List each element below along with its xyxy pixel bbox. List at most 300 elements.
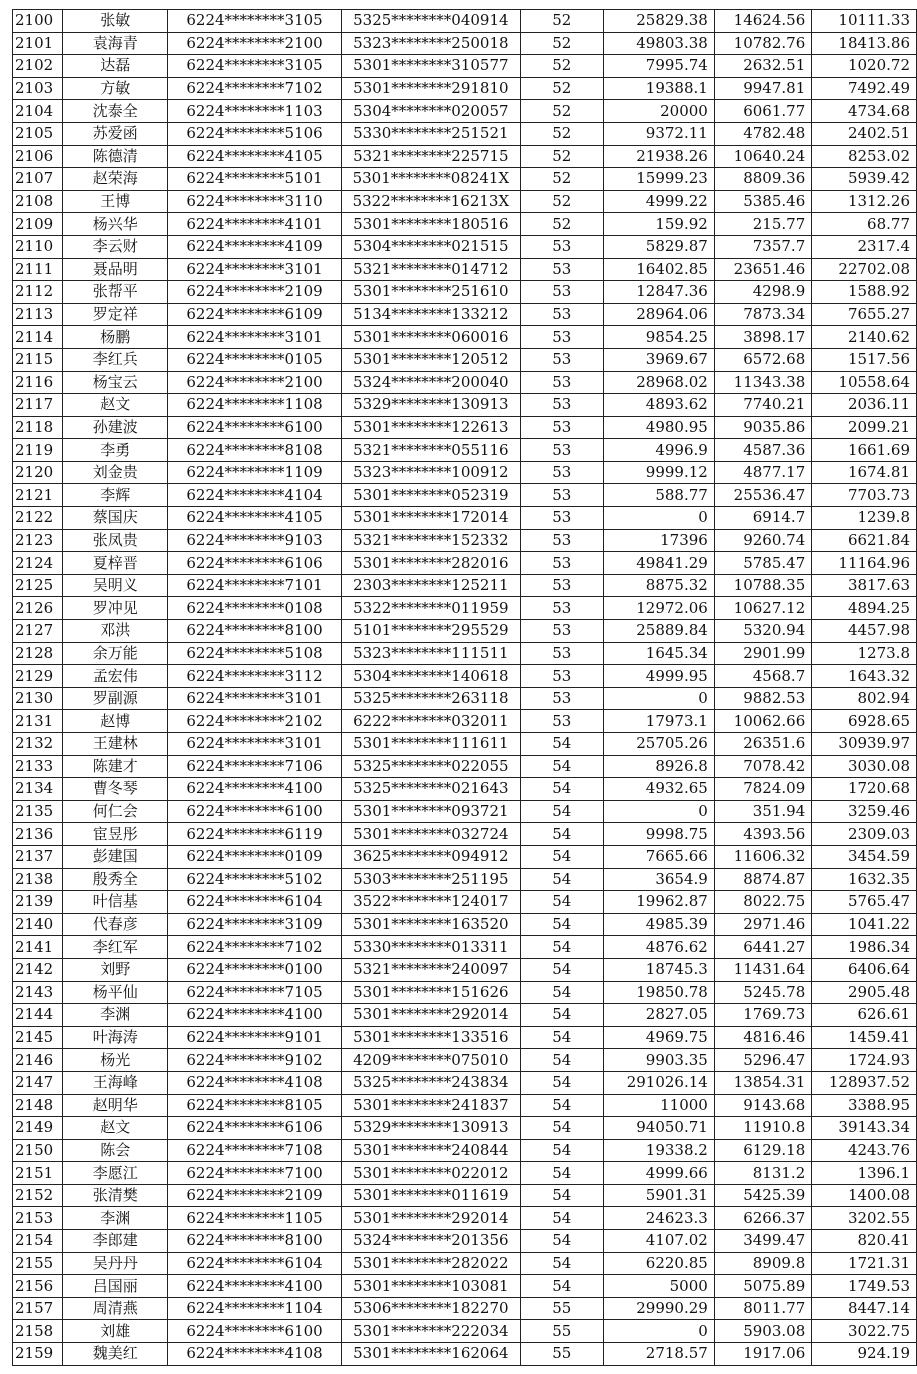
id-number-cell: 5301********022012 <box>342 1162 521 1185</box>
card-number-cell: 6224********6119 <box>168 823 342 846</box>
name-cell: 邓洪 <box>63 620 168 643</box>
group-cell: 53 <box>520 394 603 417</box>
amount-3-cell: 7655.27 <box>812 303 917 326</box>
row-number-cell: 2112 <box>13 281 63 304</box>
row-number-cell: 2148 <box>13 1094 63 1117</box>
amount-2-cell: 8011.77 <box>714 1297 811 1320</box>
name-cell: 曹冬琴 <box>63 778 168 801</box>
amount-1-cell: 4999.22 <box>603 190 714 213</box>
amount-3-cell: 1239.8 <box>812 507 917 530</box>
row-number-cell: 2114 <box>13 326 63 349</box>
name-cell: 杨宝云 <box>63 371 168 394</box>
amount-3-cell: 2905.48 <box>812 981 917 1004</box>
name-cell: 李愿江 <box>63 1162 168 1185</box>
table-row <box>13 213 917 236</box>
group-cell: 52 <box>520 122 603 145</box>
group-cell: 55 <box>520 1343 603 1366</box>
amount-1-cell: 9372.11 <box>603 122 714 145</box>
name-cell: 苏爱函 <box>63 122 168 145</box>
amount-2-cell: 7078.42 <box>714 755 811 778</box>
row-number-cell: 2104 <box>13 100 63 123</box>
id-number-cell: 5321********055116 <box>342 439 521 462</box>
amount-1-cell: 4985.39 <box>603 913 714 936</box>
id-number-cell: 5301********052319 <box>342 484 521 507</box>
id-number-cell: 5329********130913 <box>342 394 521 417</box>
card-number-cell: 6224********1104 <box>168 1297 342 1320</box>
amount-1-cell: 20000 <box>603 100 714 123</box>
row-number-cell: 2134 <box>13 778 63 801</box>
amount-2-cell: 8809.36 <box>714 168 811 191</box>
amount-1-cell: 291026.14 <box>603 1071 714 1094</box>
amount-1-cell: 0 <box>603 800 714 823</box>
id-number-cell: 5301********103081 <box>342 1275 521 1298</box>
amount-2-cell: 2901.99 <box>714 642 811 665</box>
row-number-cell: 2109 <box>13 213 63 236</box>
group-cell: 54 <box>520 1184 603 1207</box>
amount-2-cell: 4393.56 <box>714 823 811 846</box>
amount-2-cell: 11606.32 <box>714 845 811 868</box>
row-number-cell: 2126 <box>13 597 63 620</box>
table-row <box>13 484 917 507</box>
name-cell: 李渊 <box>63 1004 168 1027</box>
amount-2-cell: 10782.76 <box>714 32 811 55</box>
table-row <box>13 1320 917 1343</box>
row-number-cell: 2118 <box>13 416 63 439</box>
table-row <box>13 529 917 552</box>
table-row <box>13 303 917 326</box>
id-number-cell: 5325********021643 <box>342 778 521 801</box>
name-cell: 李红兵 <box>63 348 168 371</box>
amount-2-cell: 2971.46 <box>714 913 811 936</box>
card-number-cell: 6224********0100 <box>168 958 342 981</box>
card-number-cell: 6224********6100 <box>168 1320 342 1343</box>
amount-1-cell: 159.92 <box>603 213 714 236</box>
card-number-cell: 6224********0108 <box>168 597 342 620</box>
table-row <box>13 981 917 1004</box>
name-cell: 杨鹏 <box>63 326 168 349</box>
amount-2-cell: 11343.38 <box>714 371 811 394</box>
group-cell: 54 <box>520 1071 603 1094</box>
group-cell: 53 <box>520 529 603 552</box>
table-row <box>13 1184 917 1207</box>
id-number-cell: 5323********100912 <box>342 461 521 484</box>
amount-2-cell: 6441.27 <box>714 936 811 959</box>
id-number-cell: 5301********120512 <box>342 348 521 371</box>
row-number-cell: 2110 <box>13 235 63 258</box>
group-cell: 53 <box>520 235 603 258</box>
group-cell: 53 <box>520 642 603 665</box>
amount-3-cell: 128937.52 <box>812 1071 917 1094</box>
amount-1-cell: 19850.78 <box>603 981 714 1004</box>
data-table <box>12 9 917 1366</box>
amount-2-cell: 6914.7 <box>714 507 811 530</box>
row-number-cell: 2133 <box>13 755 63 778</box>
amount-3-cell: 1749.53 <box>812 1275 917 1298</box>
table-row <box>13 416 917 439</box>
group-cell: 52 <box>520 168 603 191</box>
amount-2-cell: 5320.94 <box>714 620 811 643</box>
table-row <box>13 100 917 123</box>
id-number-cell: 5324********200040 <box>342 371 521 394</box>
card-number-cell: 6224********1105 <box>168 1207 342 1230</box>
amount-3-cell: 3388.95 <box>812 1094 917 1117</box>
name-cell: 李郎建 <box>63 1230 168 1253</box>
table-row <box>13 461 917 484</box>
card-number-cell: 6224********8105 <box>168 1094 342 1117</box>
group-cell: 52 <box>520 190 603 213</box>
id-number-cell: 5301********111611 <box>342 733 521 756</box>
name-cell: 罗冲见 <box>63 597 168 620</box>
table-row <box>13 1297 917 1320</box>
table-body <box>13 10 917 1366</box>
amount-2-cell: 5245.78 <box>714 981 811 1004</box>
row-number-cell: 2103 <box>13 77 63 100</box>
row-number-cell: 2158 <box>13 1320 63 1343</box>
name-cell: 杨兴华 <box>63 213 168 236</box>
table-row <box>13 281 917 304</box>
group-cell: 52 <box>520 32 603 55</box>
row-number-cell: 2152 <box>13 1184 63 1207</box>
table-row <box>13 913 917 936</box>
group-cell: 54 <box>520 1004 603 1027</box>
table-row <box>13 1252 917 1275</box>
table-row <box>13 439 917 462</box>
amount-3-cell: 3817.63 <box>812 574 917 597</box>
id-number-cell: 5304********021515 <box>342 235 521 258</box>
id-number-cell: 5301********240844 <box>342 1139 521 1162</box>
group-cell: 52 <box>520 55 603 78</box>
card-number-cell: 6224********3109 <box>168 913 342 936</box>
table-row <box>13 1343 917 1366</box>
amount-2-cell: 5075.89 <box>714 1275 811 1298</box>
name-cell: 赵明华 <box>63 1094 168 1117</box>
name-cell: 李渊 <box>63 1207 168 1230</box>
amount-3-cell: 1724.93 <box>812 1049 917 1072</box>
name-cell: 赵荣海 <box>63 168 168 191</box>
group-cell: 55 <box>520 1297 603 1320</box>
amount-3-cell: 4894.25 <box>812 597 917 620</box>
amount-3-cell: 11164.96 <box>812 552 917 575</box>
table-row <box>13 845 917 868</box>
row-number-cell: 2124 <box>13 552 63 575</box>
amount-2-cell: 6061.77 <box>714 100 811 123</box>
id-number-cell: 5301********133516 <box>342 1026 521 1049</box>
group-cell: 53 <box>520 574 603 597</box>
card-number-cell: 6224********8108 <box>168 439 342 462</box>
name-cell: 李云财 <box>63 235 168 258</box>
name-cell: 聂品明 <box>63 258 168 281</box>
table-row <box>13 32 917 55</box>
group-cell: 52 <box>520 77 603 100</box>
amount-1-cell: 19388.1 <box>603 77 714 100</box>
group-cell: 54 <box>520 1275 603 1298</box>
card-number-cell: 6224********4108 <box>168 1071 342 1094</box>
amount-3-cell: 7492.49 <box>812 77 917 100</box>
group-cell: 54 <box>520 823 603 846</box>
name-cell: 罗副源 <box>63 687 168 710</box>
id-number-cell: 5301********180516 <box>342 213 521 236</box>
row-number-cell: 2147 <box>13 1071 63 1094</box>
amount-1-cell: 12972.06 <box>603 597 714 620</box>
card-number-cell: 6224********4100 <box>168 1004 342 1027</box>
amount-3-cell: 1632.35 <box>812 868 917 891</box>
name-cell: 沈泰全 <box>63 100 168 123</box>
card-number-cell: 6224********6106 <box>168 1117 342 1140</box>
name-cell: 周清燕 <box>63 1297 168 1320</box>
row-number-cell: 2130 <box>13 687 63 710</box>
table-row <box>13 10 917 33</box>
row-number-cell: 2125 <box>13 574 63 597</box>
amount-1-cell: 19962.87 <box>603 891 714 914</box>
card-number-cell: 6224********6109 <box>168 303 342 326</box>
amount-1-cell: 28968.02 <box>603 371 714 394</box>
id-number-cell: 5301********282016 <box>342 552 521 575</box>
card-number-cell: 6224********5101 <box>168 168 342 191</box>
table-row <box>13 1049 917 1072</box>
card-number-cell: 6224********5102 <box>168 868 342 891</box>
amount-3-cell: 3454.59 <box>812 845 917 868</box>
id-number-cell: 5301********222034 <box>342 1320 521 1343</box>
amount-1-cell: 4107.02 <box>603 1230 714 1253</box>
amount-3-cell: 22702.08 <box>812 258 917 281</box>
row-number-cell: 2117 <box>13 394 63 417</box>
id-number-cell: 5306********182270 <box>342 1297 521 1320</box>
row-number-cell: 2159 <box>13 1343 63 1366</box>
amount-2-cell: 5296.47 <box>714 1049 811 1072</box>
amount-1-cell: 28964.06 <box>603 303 714 326</box>
amount-3-cell: 1273.8 <box>812 642 917 665</box>
card-number-cell: 6224********4101 <box>168 213 342 236</box>
group-cell: 54 <box>520 845 603 868</box>
table-row <box>13 77 917 100</box>
table-row <box>13 823 917 846</box>
card-number-cell: 6224********3105 <box>168 10 342 33</box>
table-row <box>13 1230 917 1253</box>
group-cell: 54 <box>520 1026 603 1049</box>
id-number-cell: 5301********291810 <box>342 77 521 100</box>
amount-1-cell: 4969.75 <box>603 1026 714 1049</box>
card-number-cell: 6224********2100 <box>168 32 342 55</box>
table-row <box>13 755 917 778</box>
amount-1-cell: 18745.3 <box>603 958 714 981</box>
amount-3-cell: 18413.86 <box>812 32 917 55</box>
amount-1-cell: 12847.36 <box>603 281 714 304</box>
amount-1-cell: 5829.87 <box>603 235 714 258</box>
card-number-cell: 6224********2102 <box>168 710 342 733</box>
group-cell: 54 <box>520 936 603 959</box>
table-row <box>13 190 917 213</box>
amount-2-cell: 9035.86 <box>714 416 811 439</box>
name-cell: 殷秀全 <box>63 868 168 891</box>
amount-2-cell: 9947.81 <box>714 77 811 100</box>
card-number-cell: 6224********1108 <box>168 394 342 417</box>
name-cell: 王博 <box>63 190 168 213</box>
card-number-cell: 6224********4108 <box>168 1343 342 1366</box>
amount-1-cell: 9998.75 <box>603 823 714 846</box>
row-number-cell: 2137 <box>13 845 63 868</box>
table-row <box>13 394 917 417</box>
row-number-cell: 2146 <box>13 1049 63 1072</box>
table-row <box>13 371 917 394</box>
card-number-cell: 6224********4105 <box>168 507 342 530</box>
group-cell: 53 <box>520 484 603 507</box>
group-cell: 53 <box>520 507 603 530</box>
name-cell: 张敏 <box>63 10 168 33</box>
amount-3-cell: 68.77 <box>812 213 917 236</box>
name-cell: 赵文 <box>63 1117 168 1140</box>
name-cell: 蔡国庆 <box>63 507 168 530</box>
row-number-cell: 2115 <box>13 348 63 371</box>
card-number-cell: 6224********3101 <box>168 733 342 756</box>
amount-3-cell: 3202.55 <box>812 1207 917 1230</box>
amount-2-cell: 11910.8 <box>714 1117 811 1140</box>
name-cell: 叶信基 <box>63 891 168 914</box>
group-cell: 53 <box>520 710 603 733</box>
group-cell: 54 <box>520 1230 603 1253</box>
id-number-cell: 2303********125211 <box>342 574 521 597</box>
name-cell: 袁海青 <box>63 32 168 55</box>
amount-2-cell: 6266.37 <box>714 1207 811 1230</box>
id-number-cell: 5323********250018 <box>342 32 521 55</box>
id-number-cell: 5303********251195 <box>342 868 521 891</box>
amount-3-cell: 3259.46 <box>812 800 917 823</box>
amount-1-cell: 1645.34 <box>603 642 714 665</box>
amount-3-cell: 1986.34 <box>812 936 917 959</box>
amount-2-cell: 5903.08 <box>714 1320 811 1343</box>
amount-2-cell: 10062.66 <box>714 710 811 733</box>
group-cell: 52 <box>520 145 603 168</box>
amount-1-cell: 17973.1 <box>603 710 714 733</box>
row-number-cell: 2100 <box>13 10 63 33</box>
table-row <box>13 348 917 371</box>
amount-3-cell: 4734.68 <box>812 100 917 123</box>
card-number-cell: 6224********3101 <box>168 258 342 281</box>
row-number-cell: 2145 <box>13 1026 63 1049</box>
card-number-cell: 6224********6100 <box>168 416 342 439</box>
amount-3-cell: 2317.4 <box>812 235 917 258</box>
row-number-cell: 2142 <box>13 958 63 981</box>
id-number-cell: 5301********093721 <box>342 800 521 823</box>
id-number-cell: 5101********295529 <box>342 620 521 643</box>
id-number-cell: 5301********011619 <box>342 1184 521 1207</box>
row-number-cell: 2143 <box>13 981 63 1004</box>
amount-1-cell: 4932.65 <box>603 778 714 801</box>
amount-1-cell: 2827.05 <box>603 1004 714 1027</box>
amount-2-cell: 9882.53 <box>714 687 811 710</box>
table-row <box>13 778 917 801</box>
row-number-cell: 2121 <box>13 484 63 507</box>
card-number-cell: 6224********5106 <box>168 122 342 145</box>
amount-3-cell: 1588.92 <box>812 281 917 304</box>
name-cell: 夏梓晋 <box>63 552 168 575</box>
group-cell: 52 <box>520 100 603 123</box>
amount-3-cell: 30939.97 <box>812 733 917 756</box>
id-number-cell: 5301********310577 <box>342 55 521 78</box>
amount-3-cell: 5939.42 <box>812 168 917 191</box>
name-cell: 达磊 <box>63 55 168 78</box>
name-cell: 杨光 <box>63 1049 168 1072</box>
table-row <box>13 507 917 530</box>
amount-3-cell: 1720.68 <box>812 778 917 801</box>
group-cell: 53 <box>520 416 603 439</box>
amount-2-cell: 1917.06 <box>714 1343 811 1366</box>
card-number-cell: 6224********7105 <box>168 981 342 1004</box>
amount-1-cell: 4980.95 <box>603 416 714 439</box>
amount-1-cell: 588.77 <box>603 484 714 507</box>
id-number-cell: 5324********201356 <box>342 1230 521 1253</box>
amount-1-cell: 49803.38 <box>603 32 714 55</box>
amount-1-cell: 2718.57 <box>603 1343 714 1366</box>
row-number-cell: 2141 <box>13 936 63 959</box>
table-row <box>13 235 917 258</box>
amount-2-cell: 351.94 <box>714 800 811 823</box>
amount-1-cell: 17396 <box>603 529 714 552</box>
name-cell: 陈建才 <box>63 755 168 778</box>
row-number-cell: 2108 <box>13 190 63 213</box>
table-row <box>13 1207 917 1230</box>
amount-3-cell: 1020.72 <box>812 55 917 78</box>
amount-1-cell: 29990.29 <box>603 1297 714 1320</box>
amount-3-cell: 2099.21 <box>812 416 917 439</box>
name-cell: 陈会 <box>63 1139 168 1162</box>
name-cell: 刘野 <box>63 958 168 981</box>
card-number-cell: 6224********7101 <box>168 574 342 597</box>
id-number-cell: 5325********022055 <box>342 755 521 778</box>
amount-1-cell: 7665.66 <box>603 845 714 868</box>
name-cell: 魏美红 <box>63 1343 168 1366</box>
id-number-cell: 6222********032011 <box>342 710 521 733</box>
card-number-cell: 6224********9103 <box>168 529 342 552</box>
card-number-cell: 6224********8100 <box>168 620 342 643</box>
card-number-cell: 6224********1103 <box>168 100 342 123</box>
table-row <box>13 574 917 597</box>
group-cell: 52 <box>520 213 603 236</box>
table-row <box>13 665 917 688</box>
name-cell: 吕国丽 <box>63 1275 168 1298</box>
id-number-cell: 5304********140618 <box>342 665 521 688</box>
amount-2-cell: 4782.48 <box>714 122 811 145</box>
id-number-cell: 5323********111511 <box>342 642 521 665</box>
amount-2-cell: 10640.24 <box>714 145 811 168</box>
amount-3-cell: 2140.62 <box>812 326 917 349</box>
card-number-cell: 6224********2109 <box>168 1184 342 1207</box>
amount-3-cell: 2036.11 <box>812 394 917 417</box>
row-number-cell: 2111 <box>13 258 63 281</box>
card-number-cell: 6224********7106 <box>168 755 342 778</box>
card-number-cell: 6224********3101 <box>168 687 342 710</box>
amount-2-cell: 8909.8 <box>714 1252 811 1275</box>
row-number-cell: 2154 <box>13 1230 63 1253</box>
table-row <box>13 258 917 281</box>
amount-2-cell: 14624.56 <box>714 10 811 33</box>
amount-1-cell: 4893.62 <box>603 394 714 417</box>
row-number-cell: 2113 <box>13 303 63 326</box>
group-cell: 53 <box>520 371 603 394</box>
amount-3-cell: 802.94 <box>812 687 917 710</box>
group-cell: 54 <box>520 1162 603 1185</box>
row-number-cell: 2123 <box>13 529 63 552</box>
table-row <box>13 55 917 78</box>
group-cell: 53 <box>520 687 603 710</box>
group-cell: 54 <box>520 1207 603 1230</box>
group-cell: 53 <box>520 281 603 304</box>
group-cell: 53 <box>520 461 603 484</box>
id-number-cell: 5329********130913 <box>342 1117 521 1140</box>
amount-2-cell: 23651.46 <box>714 258 811 281</box>
row-number-cell: 2122 <box>13 507 63 530</box>
id-number-cell: 5301********032724 <box>342 823 521 846</box>
row-number-cell: 2138 <box>13 868 63 891</box>
